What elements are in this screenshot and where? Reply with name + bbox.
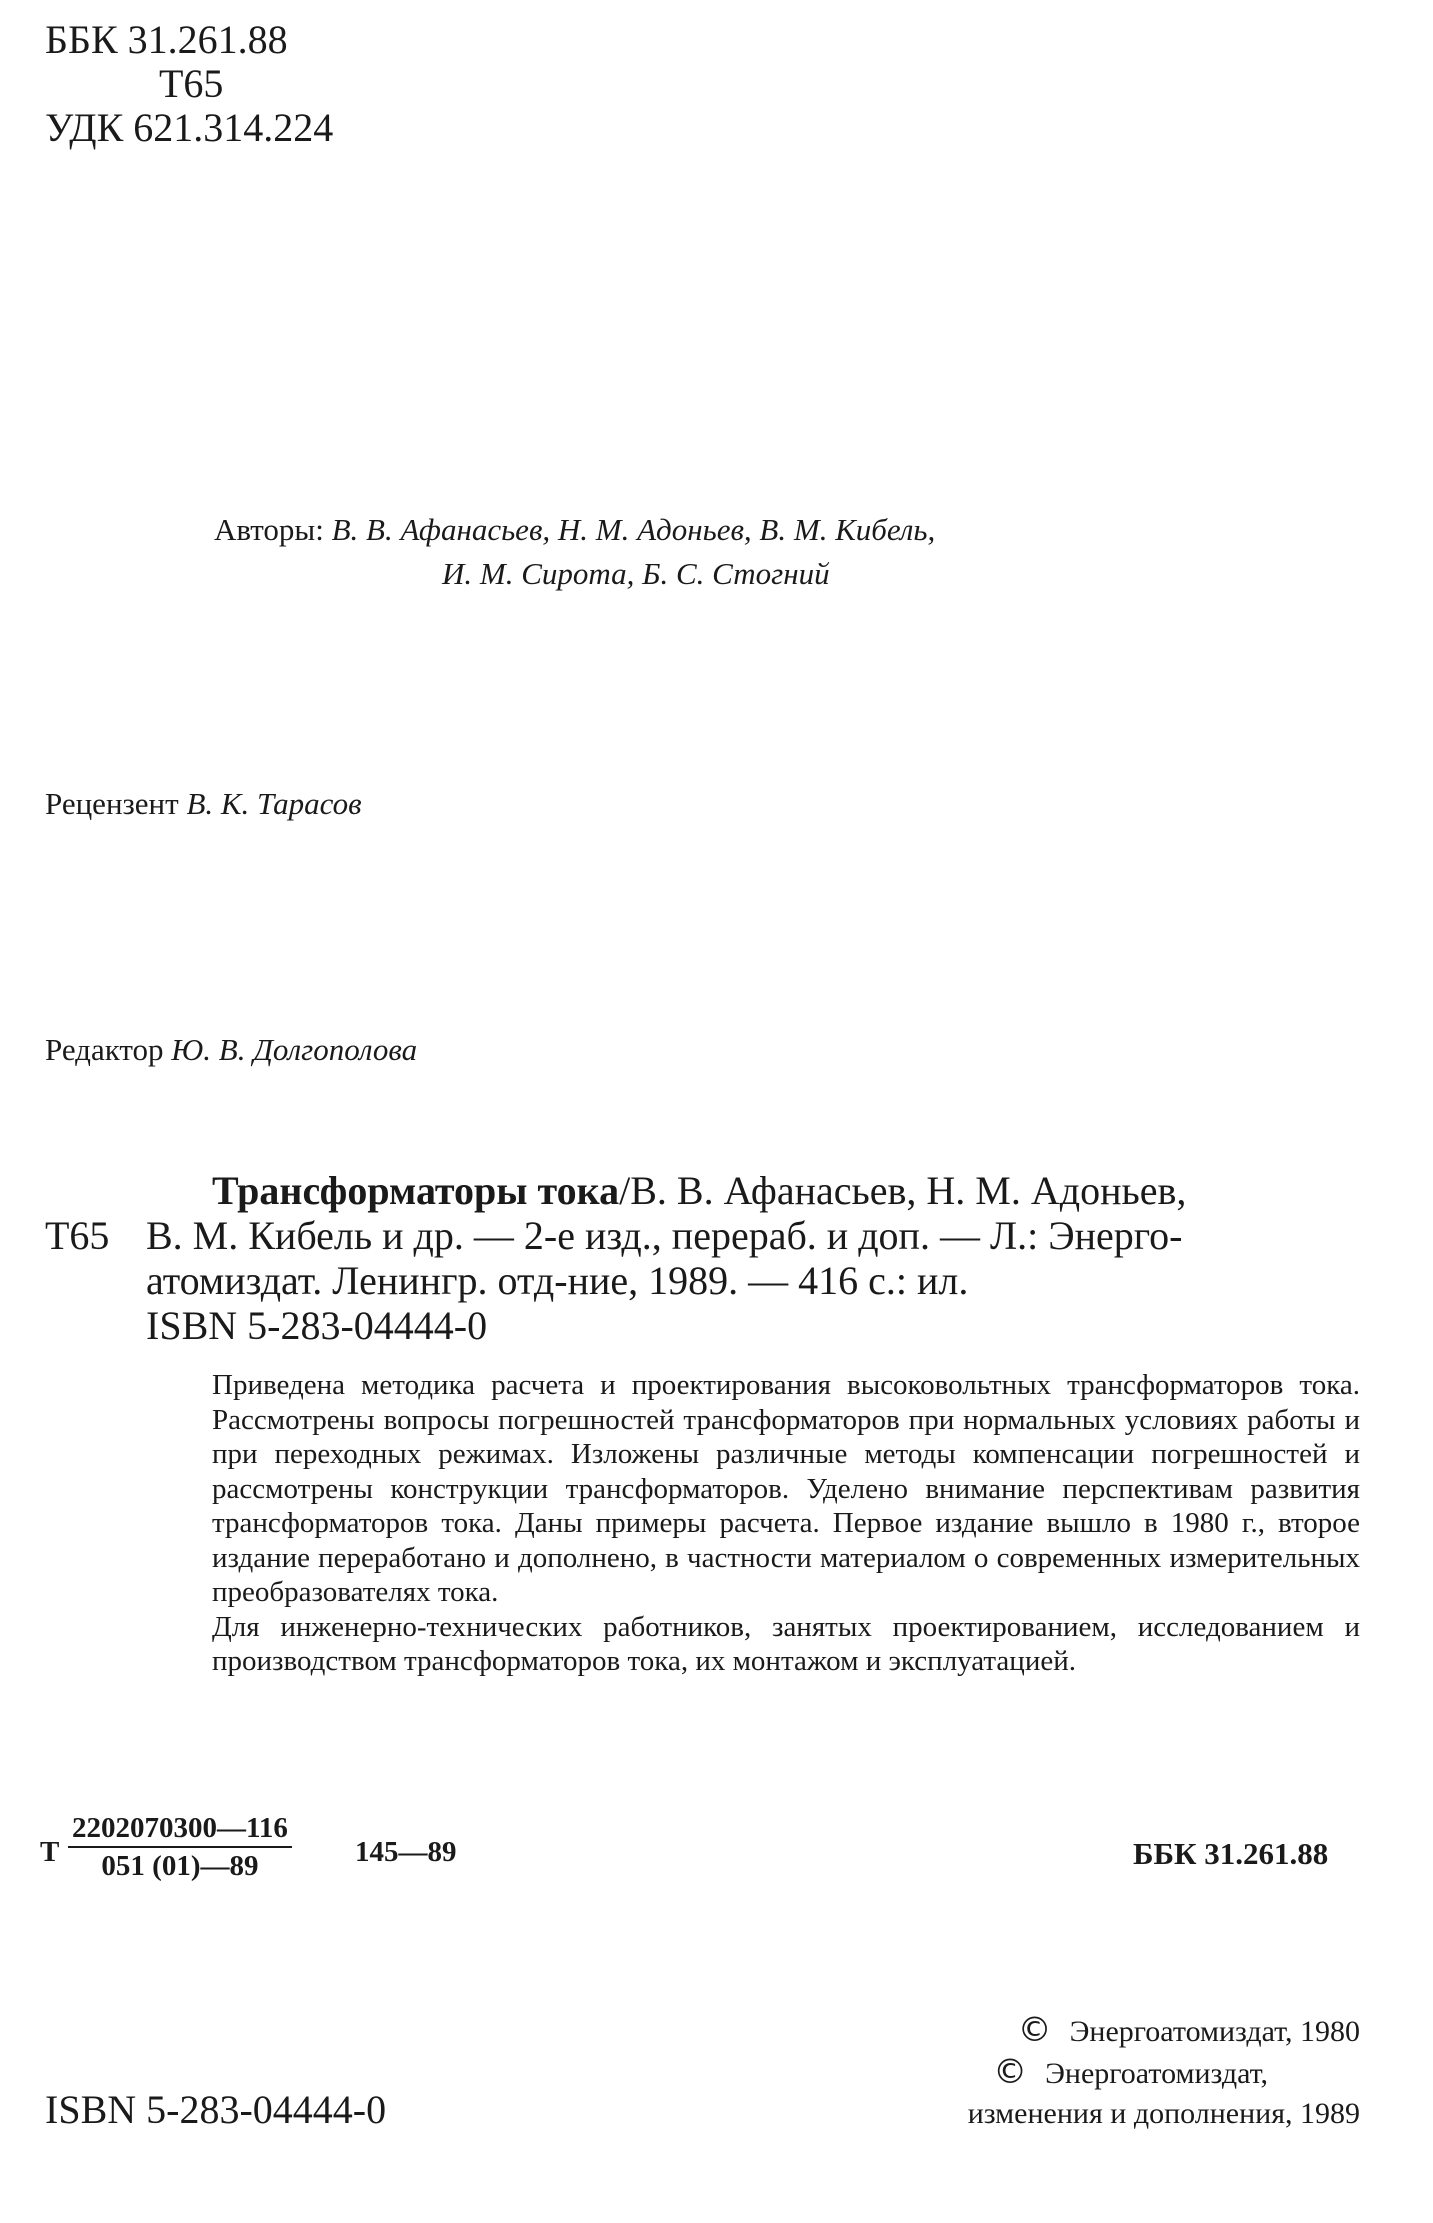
editor-line <box>45 1032 417 1068</box>
publisher-code-denominator: 051 (01)—89 <box>101 1850 259 1882</box>
editor-label: Редактор <box>45 1032 164 1067</box>
catalog-isbn: ISBN 5-283-04444-0 <box>146 1303 488 1348</box>
copyright-line-2 <box>968 2052 1360 2094</box>
copyright-block <box>968 2010 1360 2134</box>
authors-line-2: И. М. Сирота, Б. С. Стогний <box>442 556 830 591</box>
catalog-line-1 <box>212 1168 1186 1213</box>
author-mark: Т65 <box>159 61 224 106</box>
authors-line-1: В. В. Афанасьев, Н. М. Адоньев, В. М. Кибель, <box>331 512 936 547</box>
reviewer-name: В. К. Тарасов <box>186 786 362 821</box>
catalog-line-2: В. М. Кибель и др. — 2-е изд., перераб. и доп. — Л.: Энерго- <box>146 1213 1183 1258</box>
annotation <box>212 1368 1360 1679</box>
catalog-code: Т65 <box>45 1213 110 1258</box>
copyright-line-3: изменения и дополнения, 1989 <box>967 2097 1360 2130</box>
catalog-line-3: атомиздат. Ленингр. отд-ние, 1989. — 416 с.: ил. <box>146 1258 969 1303</box>
copyright-icon: © <box>1017 2010 1052 2050</box>
udk-code: УДК 621.314.224 <box>45 105 334 150</box>
publisher-code-suffix: 145—89 <box>355 1836 457 1868</box>
bbk-footer: ББК 31.261.88 <box>1133 1836 1329 1871</box>
reviewer-label: Рецензент <box>45 786 179 821</box>
publisher-code-fraction <box>68 1810 292 1884</box>
catalog-authors: /В. В. Афанасьев, Н. М. Адоньев, <box>619 1168 1187 1213</box>
editor-name: Ю. В. Долгополова <box>171 1032 418 1067</box>
publisher-code-letter: Т <box>40 1836 60 1868</box>
copyright-icon: © <box>993 2052 1028 2092</box>
bbk-code: ББК 31.261.88 <box>45 17 288 62</box>
copyright-line-1 <box>968 2010 1360 2052</box>
copyright-1980: Энергоатомиздат, 1980 <box>1069 2015 1360 2048</box>
book-title: Трансформаторы тока <box>212 1168 620 1213</box>
catalog-entry <box>0 1168 1433 1350</box>
authors-label: Авторы: <box>214 512 324 547</box>
bbk-header <box>45 18 333 150</box>
publisher-code-numerator: 2202070300—116 <box>68 1810 292 1848</box>
annotation-paragraph-2: Для инженерно-технических работников, занятых проектированием, исследованием и производством трансформаторов тока, их монтажом и эксплуатацией. <box>212 1610 1360 1677</box>
authors-block <box>214 508 935 596</box>
reviewer-line <box>45 786 362 822</box>
copyright-1989-publisher: Энергоатомиздат, <box>1045 2057 1268 2090</box>
annotation-paragraph-1: Приведена методика расчета и проектирования высоковольтных трансформаторов тока. Рассмотрены вопросы погрешностей трансформаторов при нормальных условиях работы и при переходных режимах. Изложены различные методы компенсации погрешностей и рассмотрены конструкции трансформаторов. Уделено внимание перспективам развития трансформаторов тока. Даны примеры расчета. Первое издание вышло в 1980 г., второе издание переработано и дополнено, в частности материалом о современных измерительных преобразователях тока. <box>212 1369 1360 1608</box>
isbn-footer: ISBN 5-283-04444-0 <box>45 2087 387 2132</box>
